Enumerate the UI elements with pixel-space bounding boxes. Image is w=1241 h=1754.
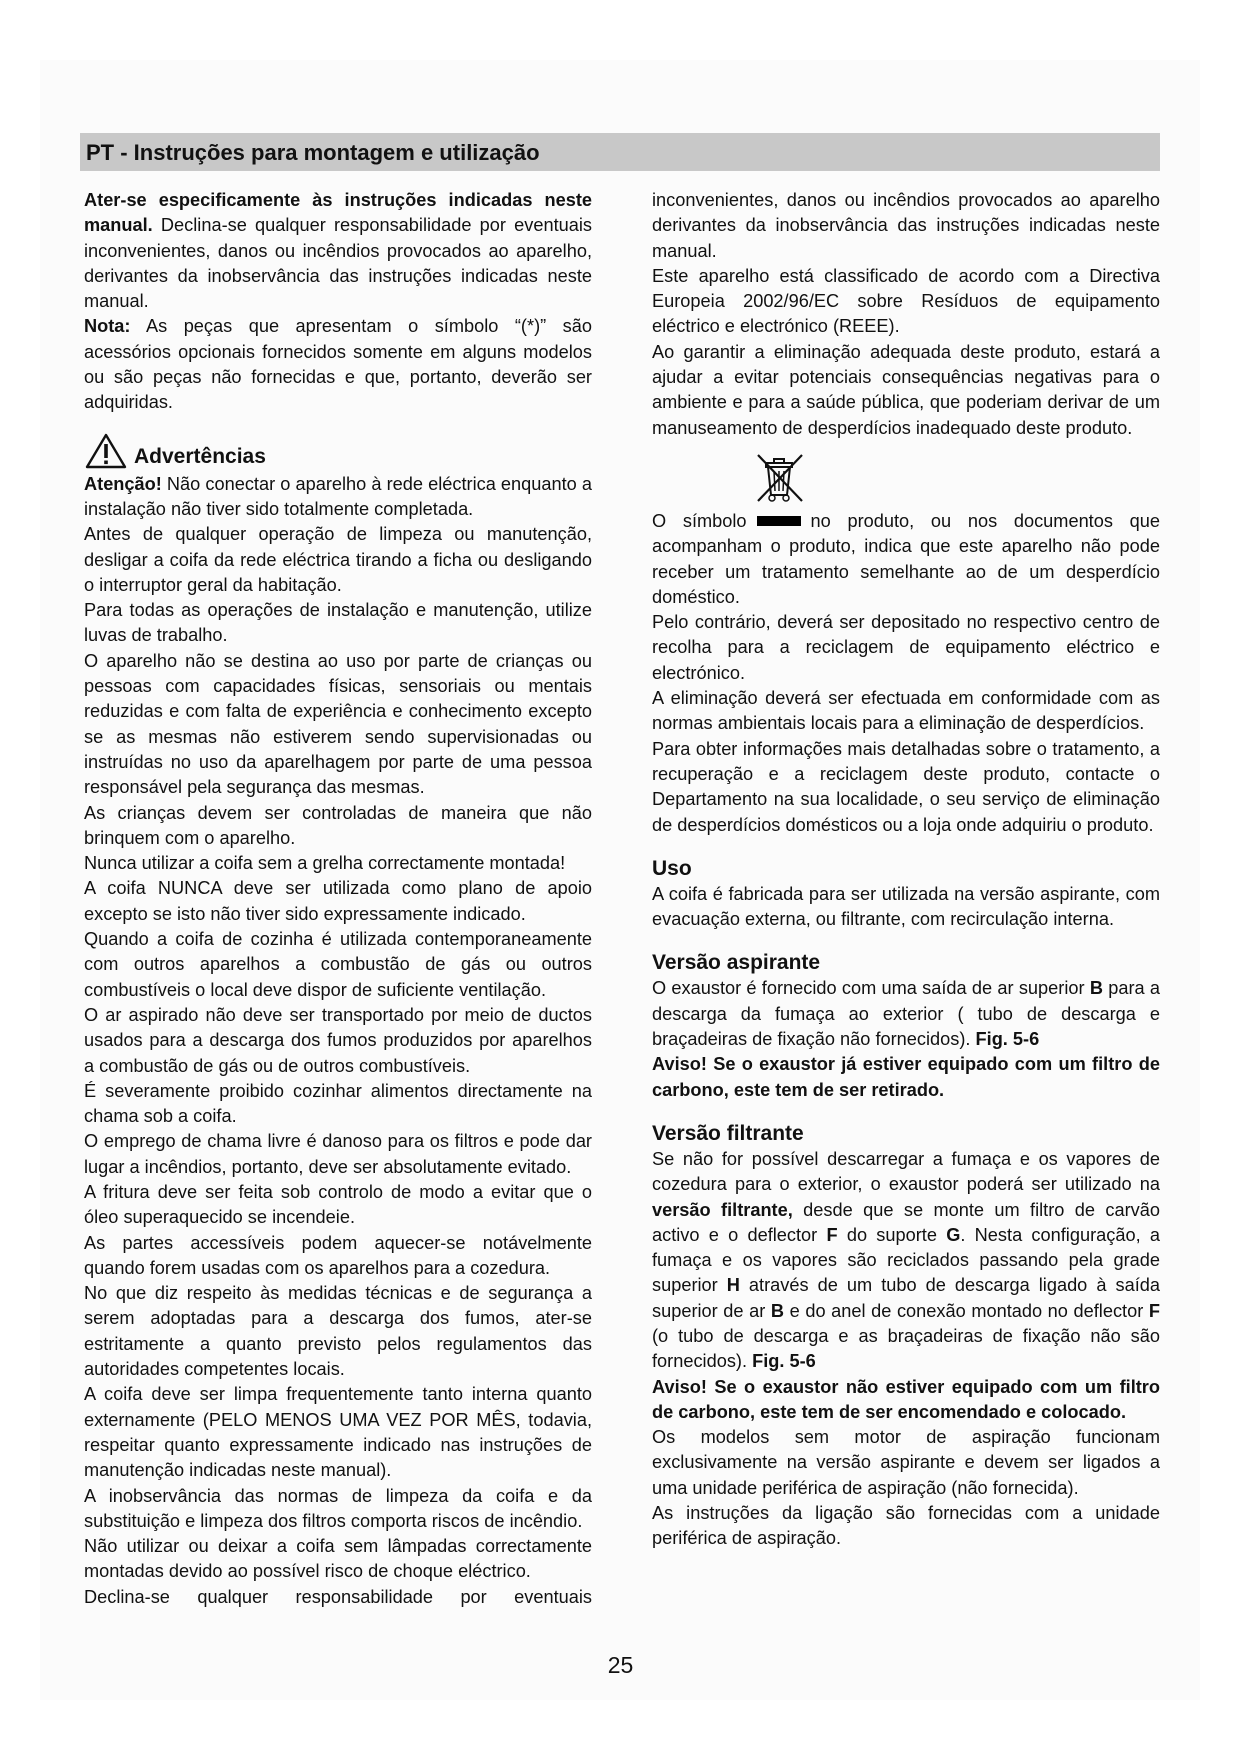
weee-paragraph: Pelo contrário, deverá ser depositado no respectivo centro de recolha para a reciclagem de equipamento eléctrico e electrónico. [652, 612, 1160, 683]
uso-heading: Uso [652, 856, 692, 880]
atencao-paragraph: Atenção! Não conectar o aparelho à rede eléctrica enquanto a instalação não tiver sido totalmente completada. [84, 473, 592, 519]
weee-paragraph: Ao garantir a eliminação adequada deste produto, estará a ajudar a evitar potenciais consequências negativas para o ambiente e para a saúde pública, que poderiam derivar de um manuseamento de desperdícios inadequado deste produto. [652, 341, 1160, 438]
warning-paragraph: No que diz respeito às medidas técnicas e de segurança a serem adoptadas para a descarga dos fumos, ater-se estritamente a quanto previsto pelos regulamentos das autoridades competentes locais. [84, 1283, 592, 1380]
warnings-heading-text: Advertências [134, 444, 266, 468]
right-column [652, 188, 1160, 1552]
warning-paragraph: Para todas as operações de instalação e manutenção, utilize luvas de trabalho. [84, 600, 592, 646]
weee-paragraph: Para obter informações mais detalhadas sobre o tratamento, a recuperação e a reciclagem deste produto, contacte o Departamento na sua localidade, o seu serviço de eliminação de desperdícios domésticos ou a loja onde adquiriu o produto. [652, 738, 1160, 835]
warning-paragraph: A coifa NUNCA deve ser utilizada como plano de apoio excepto se isto não tiver sido expressamente indicado. [84, 878, 592, 924]
symbol-paragraph: O símbolo no produto, ou nos documentos que acompanham o produto, indica que este aparelho não pode receber um tratamento semelhante ao de um desperdício doméstico. [652, 510, 1160, 607]
warning-paragraph: Não utilizar ou deixar a coifa sem lâmpadas correctamente montadas devido ao possível risco de choque eléctrico. [84, 1536, 592, 1582]
filtrante-warning: Aviso! Se o exaustor não estiver equipado com um filtro de carbono, este tem de ser encomendado e colocado. [652, 1376, 1160, 1422]
warning-paragraph: A inobservância das normas de limpeza da coifa e da substituição e limpeza dos filtros comporta riscos de incêndio. [84, 1485, 592, 1531]
warning-paragraph: A coifa deve ser limpa frequentemente tanto interna quanto externamente (PELO MENOS UMA VEZ POR MÊS, todavia, respeitar quanto expressamente indicado nas instruções de manutenção indicadas neste manual). [84, 1384, 592, 1481]
weee-paragraph: Este aparelho está classificado de acordo com a Directiva Europeia 2002/96/EC sobre Resíduos de equipamento eléctrico e electrónico (REEE). [652, 265, 1160, 337]
warning-paragraph: A fritura deve ser feita sob controlo de modo a evitar que o óleo superaquecido se incendeie. [84, 1181, 592, 1228]
warning-triangle-icon [84, 432, 128, 470]
warning-paragraph: As crianças devem ser controladas de maneira que não brinquem com o aparelho. [84, 802, 592, 848]
continuation-paragraph: inconvenientes, danos ou incêndios provocados ao aparelho derivantes da inobservância das instruções indicadas neste manual. [652, 190, 1160, 261]
uso-paragraph: A coifa é fabricada para ser utilizada na versão aspirante, com evacuação externa, ou filtrante, com recirculação interna. [652, 883, 1160, 930]
aspirante-warning: Aviso! Se o exaustor já estiver equipado com um filtro de carbono, este tem de ser retirado. [652, 1054, 1160, 1100]
warning-paragraph: Nunca utilizar a coifa sem a grelha correctamente montada! [84, 853, 566, 874]
warnings-heading [84, 432, 592, 470]
warning-paragraph: Antes de qualquer operação de limpeza ou manutenção, desligar a coifa da rede eléctrica tirando a ficha ou desligando o interruptor geral da habitação. [84, 524, 592, 595]
modelos-paragraph: Os modelos sem motor de aspiração funcionam exclusivamente na versão aspirante e devem ser ligados a uma unidade periférica de aspiração (não fornecida). [652, 1427, 1160, 1498]
warning-paragraph-last: Declina-se qualquer responsabilidade por eventuais [84, 1586, 592, 1607]
page-number: 25 [607, 1652, 634, 1678]
black-bar-symbol [757, 516, 801, 526]
nota-paragraph: Nota: As peças que apresentam o símbolo “(*)” são acessórios opcionais fornecidos somente em alguns modelos ou são peças não fornecidas e que, portanto, deverão ser adquiridas. [84, 316, 592, 413]
filtrante-heading: Versão filtrante [652, 1121, 804, 1145]
filtrante-paragraph: Se não for possível descarregar a fumaça e os vapores de cozedura para o exterior, o exaustor poderá ser utilizado na versão filtrante, desde que se monte um filtro de carvão activo e o deflector F do suporte G. Nesta configuração, a fumaça e os vapores são reciclados passando pela grade superior H através de um tubo de descarga ligado à saída superior de ar B e do anel de conexão montado no deflector F (o tubo de descarga e as braçadeiras de fixação não são fornecidos). Fig. 5-6 [652, 1148, 1161, 1372]
warning-paragraph: O ar aspirado não deve ser transportado por meio de ductos usados para a descarga dos fumos produzidos por aparelhos a combustão de gás ou de outros combustíveis. [84, 1004, 592, 1076]
warning-paragraph: Quando a coifa de cozinha é utilizada contemporaneamente com outros aparelhos a combustão de gás ou outros combustíveis o local deve dispor de suficiente ventilação. [84, 929, 592, 1000]
warning-paragraph: O aparelho não se destina ao uso por parte de crianças ou pessoas com capacidades físicas, sensoriais ou mentais reduzidas e com falta de experiência e conhecimento excepto se as mesmas não estiverem sendo supervisionadas ou instruídas no uso da aparelhagem por parte de uma pessoa responsável pela segurança das mesmas. [84, 650, 592, 798]
warning-paragraph: As partes accessíveis podem aquecer-se notávelmente quando forem usadas com os aparelhos para a cozedura. [84, 1232, 592, 1278]
weee-paragraph: A eliminação deverá ser efectuada em conformidade com as normas ambientais locais para a eliminação de desperdícios. [652, 688, 1160, 734]
page-title: PT - Instruções para montagem e utilização [86, 140, 540, 165]
warning-paragraph: O emprego de chama livre é danoso para os filtros e pode dar lugar a incêndios, portanto, deve ser absolutamente evitado. [84, 1131, 592, 1177]
left-column [84, 188, 592, 1610]
aspirante-paragraph: O exaustor é fornecido com uma saída de ar superior B para a descarga da fumaça ao exterior ( tubo de descarga e braçadeiras de fixação não fornecidos). Fig. 5-6 [652, 978, 1160, 1050]
aspirante-heading: Versão aspirante [652, 951, 821, 975]
intro-paragraph: Ater-se especificamente às instruções indicadas neste manual. Declina-se qualquer responsabilidade por eventuais inconvenientes, danos ou incêndios provocados ao aparelho, derivantes da inobservância das instruções indicadas neste manual. [84, 190, 592, 312]
instrucoes-paragraph: As instruções da ligação são fornecidas com a unidade periférica de aspiração. [652, 1503, 1160, 1549]
crossed-bin-icon [752, 449, 808, 505]
warning-paragraph: É severamente proibido cozinhar alimentos directamente na chama sob a coifa. [84, 1080, 592, 1127]
